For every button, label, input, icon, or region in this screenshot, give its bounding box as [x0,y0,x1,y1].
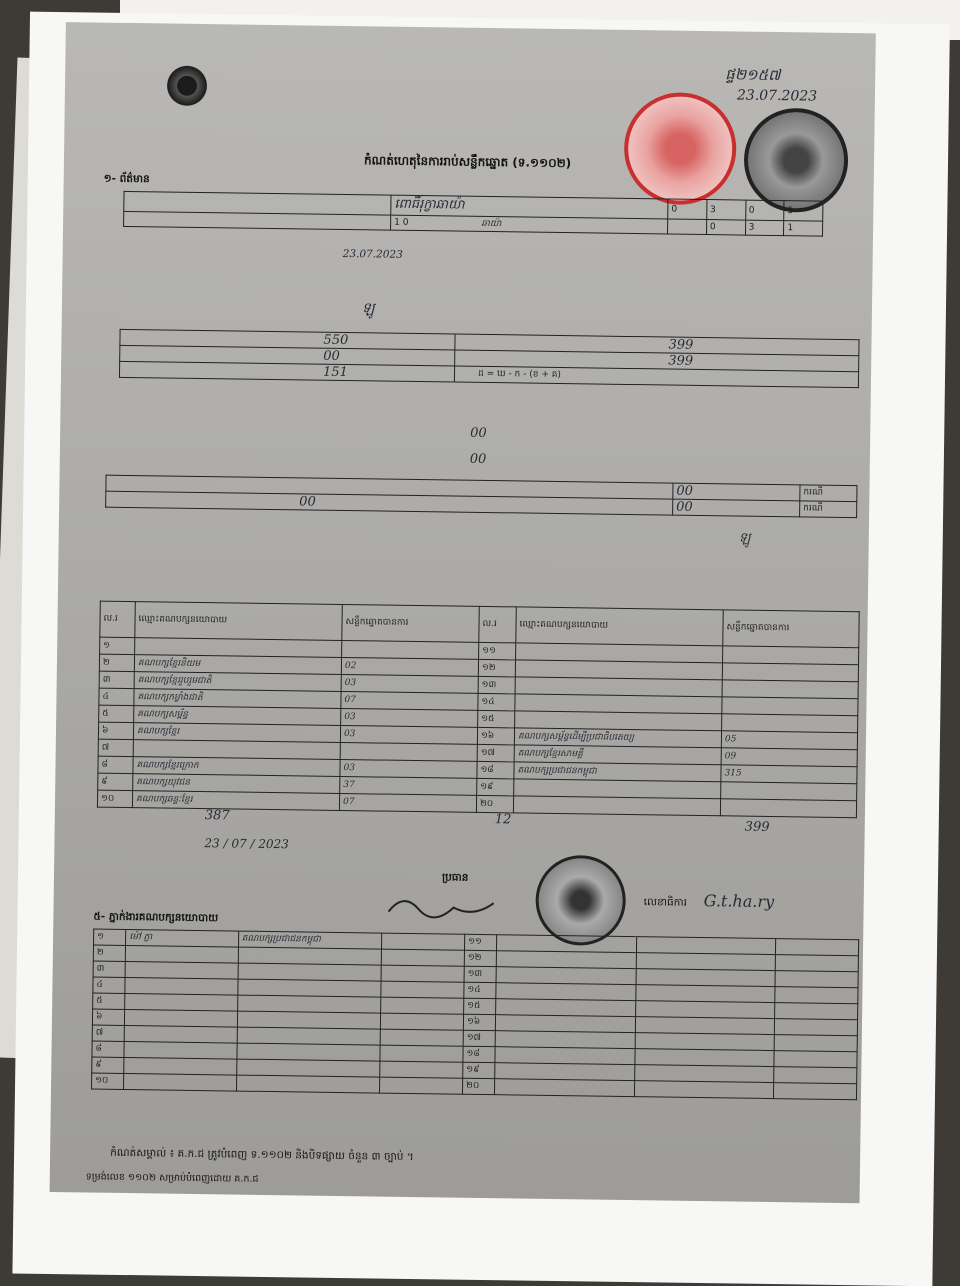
complaint-3: 00 [676,499,693,515]
red-official-seal [623,92,737,206]
row-number: ១០ [97,790,132,807]
agent-signature [381,965,464,982]
row-number: ១៤ [464,982,497,998]
row-number: ១៧ [463,1030,496,1046]
agent-signature [774,1067,857,1084]
vote-count [722,697,858,716]
agent-party [636,985,776,1003]
section5-heading: ៥- ភ្នាក់ងារគណបក្សនយោបាយ [93,910,219,925]
agent-party [634,1081,774,1099]
president-signature [383,887,534,929]
code-digit: 5 [784,201,823,222]
party-votes-table [97,601,860,819]
vote-count [722,680,858,699]
party-name: គណបក្សយុវជន [133,774,340,794]
agent-signature [381,1013,464,1030]
row-number: ៤ [93,977,126,993]
agent-signature [774,1051,857,1068]
party-name [513,796,720,816]
col-no: ល.រ [482,618,497,630]
col-votes: សន្លឹកឆ្នោតបានការ [345,617,409,628]
agent-name [125,1009,238,1027]
agent-name [496,1015,636,1033]
code-digit: 0 [706,220,745,236]
document-page [12,12,950,1286]
section2-signature-mark: ឡូ [361,300,375,317]
vote-count: 02 [341,657,478,676]
row-number: ១៥ [464,998,497,1014]
row-number: ១៤ [478,693,515,711]
row-number: ៧ [92,1025,125,1041]
complaint-2: 00 [299,494,316,510]
agent-signature [380,1029,463,1046]
agent-name [496,1031,636,1049]
agents-table [91,929,859,1101]
row-number: ១៥ [478,710,515,728]
col-votes: សន្លឹកឆ្នោតបានការ [726,622,790,634]
row-number: ១១ [464,934,497,950]
party-name: គណបក្សខ្មែររួបរួមជាតិ [134,672,341,692]
secretary-name: G.t.ha.ry [703,891,775,912]
row-number: ៨ [92,1041,125,1057]
stamp-date: 23.07.2023 [736,87,818,105]
form-title: កំណត់ហេតុនៃការរាប់សន្លឹកឆ្នោត (ទ.១១០២) [363,153,572,171]
vote-count [722,663,858,682]
code-digit: 0 [745,200,784,221]
vote-count [723,646,859,665]
row-number: ៤ [99,688,134,705]
col-party: ឈ្មោះគណបក្សនយោបាយ [138,614,228,626]
vote-count [342,640,479,659]
agent-party [237,979,381,997]
agent-signature [380,1061,463,1078]
black-official-seal [743,108,848,213]
unit-label: ករណី [803,503,823,514]
agent-party [636,937,776,955]
agent-name [497,951,637,969]
stamp-number: ផ្ទ២១៥៧ [725,65,781,85]
secretary-label: លេខាធិការ [643,896,688,909]
agent-party [237,1011,381,1029]
vote-count [722,714,858,733]
agent-party [635,1049,775,1067]
row-number: ២០ [476,795,513,813]
agent-name [496,999,636,1017]
agent-name [495,1063,635,1081]
row-number: ៦ [98,722,133,739]
agent-party [635,1017,775,1035]
row-number: ១៦ [477,727,514,745]
agent-signature [380,1077,463,1094]
row-number: ១៣ [478,676,515,694]
vote-count: 07 [341,691,478,710]
complaint-1: 00 [676,483,694,499]
row-number: ៩ [98,773,133,790]
vote-subtotal: 387 [204,808,230,824]
agent-name [124,1073,237,1091]
row-number: ១៣ [464,966,497,982]
spoiled-total: 12 [494,812,512,828]
agent-signature [776,955,859,972]
row-number: ១ [100,637,135,654]
printed-form [50,22,876,1203]
national-emblem-icon [163,63,212,108]
row-number: ៣ [93,961,126,977]
row-number: ៧ [98,739,133,756]
agent-signature [775,1003,858,1020]
agent-name [126,946,239,964]
code-digit: 3 [706,200,745,221]
agent-party [236,1075,380,1093]
agent-signature [774,1035,857,1052]
agent-name [124,1025,237,1043]
agent-name [497,935,637,953]
row-number: ១៦ [463,1014,496,1030]
note-b-value: 00 [469,451,487,467]
agent-signature [380,1045,463,1062]
vote-count: 03 [340,725,477,744]
agent-name [496,967,636,985]
agent-signature [382,933,465,950]
row-number: ១៨ [463,1046,496,1062]
row-number: ១១ [479,642,516,660]
agent-party [237,1043,381,1061]
party-name: គណបក្សកម្លាំងជាតិ [134,689,341,709]
agent-signature [774,1083,857,1100]
agent-name [125,978,238,996]
row-number: ៥ [99,705,134,722]
voters-voted: 399 [668,337,694,353]
row-number: ២ [99,654,134,671]
party-name: គណបក្សខ្មែរក្រោក [133,757,340,777]
agent-party [236,1059,380,1077]
agent-party [636,969,776,987]
row-number: ៨ [98,756,133,773]
agent-signature [775,971,858,988]
note-a-value: 00 [470,425,487,441]
agent-party [237,995,381,1013]
vote-count: 09 [721,748,857,767]
vote-count: 03 [340,759,477,778]
party-name: គណបក្សខ្មែរនិយម [134,655,341,675]
row-number: ២០ [462,1078,495,1094]
agent-signature [381,981,464,998]
agent-signature [776,939,859,956]
vote-count: 37 [340,776,477,795]
row-number: ២ [93,945,126,961]
unit-label: ករណី [803,487,824,498]
agent-name [125,962,238,980]
row-number: ១៧ [477,744,514,762]
vote-count [720,799,856,818]
party-name: គណបក្សសម្ព័ន្ធ [134,706,341,726]
party-name: គណបក្សសម្ព័ន្ធដើម្បីប្រជាធិបតេយ្យ [514,728,721,748]
row-number: ៦ [92,1009,125,1025]
vote-count: 07 [339,793,476,812]
row-number: ៣ [99,671,134,688]
row-number: ៩ [92,1057,125,1073]
vote-count: 315 [721,765,857,784]
party-name: គណបក្សប្រជាជនកម្ពុជា [514,762,721,782]
agent-party [237,1027,381,1045]
agent-name [495,1047,635,1065]
vote-count: 05 [721,731,857,750]
vote-count [721,782,857,801]
row-number: ១៨ [477,761,514,779]
section3-signature-mark: ឡូ [738,530,751,546]
row-number: ៥ [93,993,126,1009]
ballot-summary-table [119,329,860,388]
party-name: គណបក្សខ្មែរសាមគ្គី [514,745,721,765]
agent-signature [382,949,465,966]
station-name: ពោធិ៍រុក្ខាឆាយ៉ា [394,196,465,213]
vote-count [340,742,477,761]
party-name: គណបក្សឆន្ទៈខ្មែរ [132,791,339,811]
row-number: ១ [94,929,127,945]
vote-count: 03 [341,708,478,727]
code-digit: 3 [745,220,784,236]
formula: ដ = ឃ - ក - (ខ + គ) [478,368,562,381]
agent-name [496,983,636,1001]
village-code: 1 0 [394,217,409,228]
row-number: ១២ [478,659,515,677]
col-party: ឈ្មោះគណបក្សនយោបាយ [519,619,609,631]
village-name: ឆាយ៉ា [481,218,502,229]
spoiled-ballots: 151 [322,364,348,381]
agent-signature [775,987,858,1004]
agent-name [124,1057,237,1075]
registered-voters: 550 [323,332,349,349]
agent-party [635,1001,775,1019]
agent-party [635,1033,775,1051]
row-number: ១៩ [477,778,514,796]
code-digit: 1 [784,221,823,237]
agent-signature [381,997,464,1014]
president-label: ប្រធាន [441,871,469,884]
agent-party [635,1065,775,1083]
agent-signature [775,1019,858,1036]
agent-party: គណបក្សប្រជាជនកម្ពុជា [238,931,382,949]
agent-name [495,1079,635,1097]
col-no: ល.រ [103,613,118,624]
row-number: ១០ [92,1073,125,1089]
party-name: គណបក្សខ្មែរ [133,723,340,743]
sign-date: 23 / 07 / 2023 [204,836,289,852]
footer-form: ទម្រង់លេខ ១១០២ សម្រាប់បំពេញដោយ គ.ក.ជ [85,1171,259,1185]
committee-seal [535,855,626,946]
code-digit: 0 [668,199,707,220]
section1-heading: ១- ព័ត៌មាន [103,172,150,186]
station-info-table [123,191,823,237]
agent-name: ម៉ៅ ភ្លា [126,930,239,948]
count-date: 23.07.2023 [342,247,403,261]
complaints-table [105,475,857,518]
row-number: ១២ [464,950,497,966]
agent-name [125,994,238,1012]
grand-total: 399 [744,819,770,835]
ballots-in-box: 399 [668,353,694,369]
unused-ballots: 00 [323,348,340,364]
vote-count: 03 [341,674,478,693]
footer-note: កំណត់សម្គាល់ ៖ គ.ក.ជ ត្រូវបំពេញ ទ.១១០២ និងបិទផ្សាយ ចំនួន ៣ ច្បាប់ ។ [110,1146,414,1164]
agent-name [124,1041,237,1059]
row-number: ១៩ [463,1062,496,1078]
agent-party [636,953,776,971]
